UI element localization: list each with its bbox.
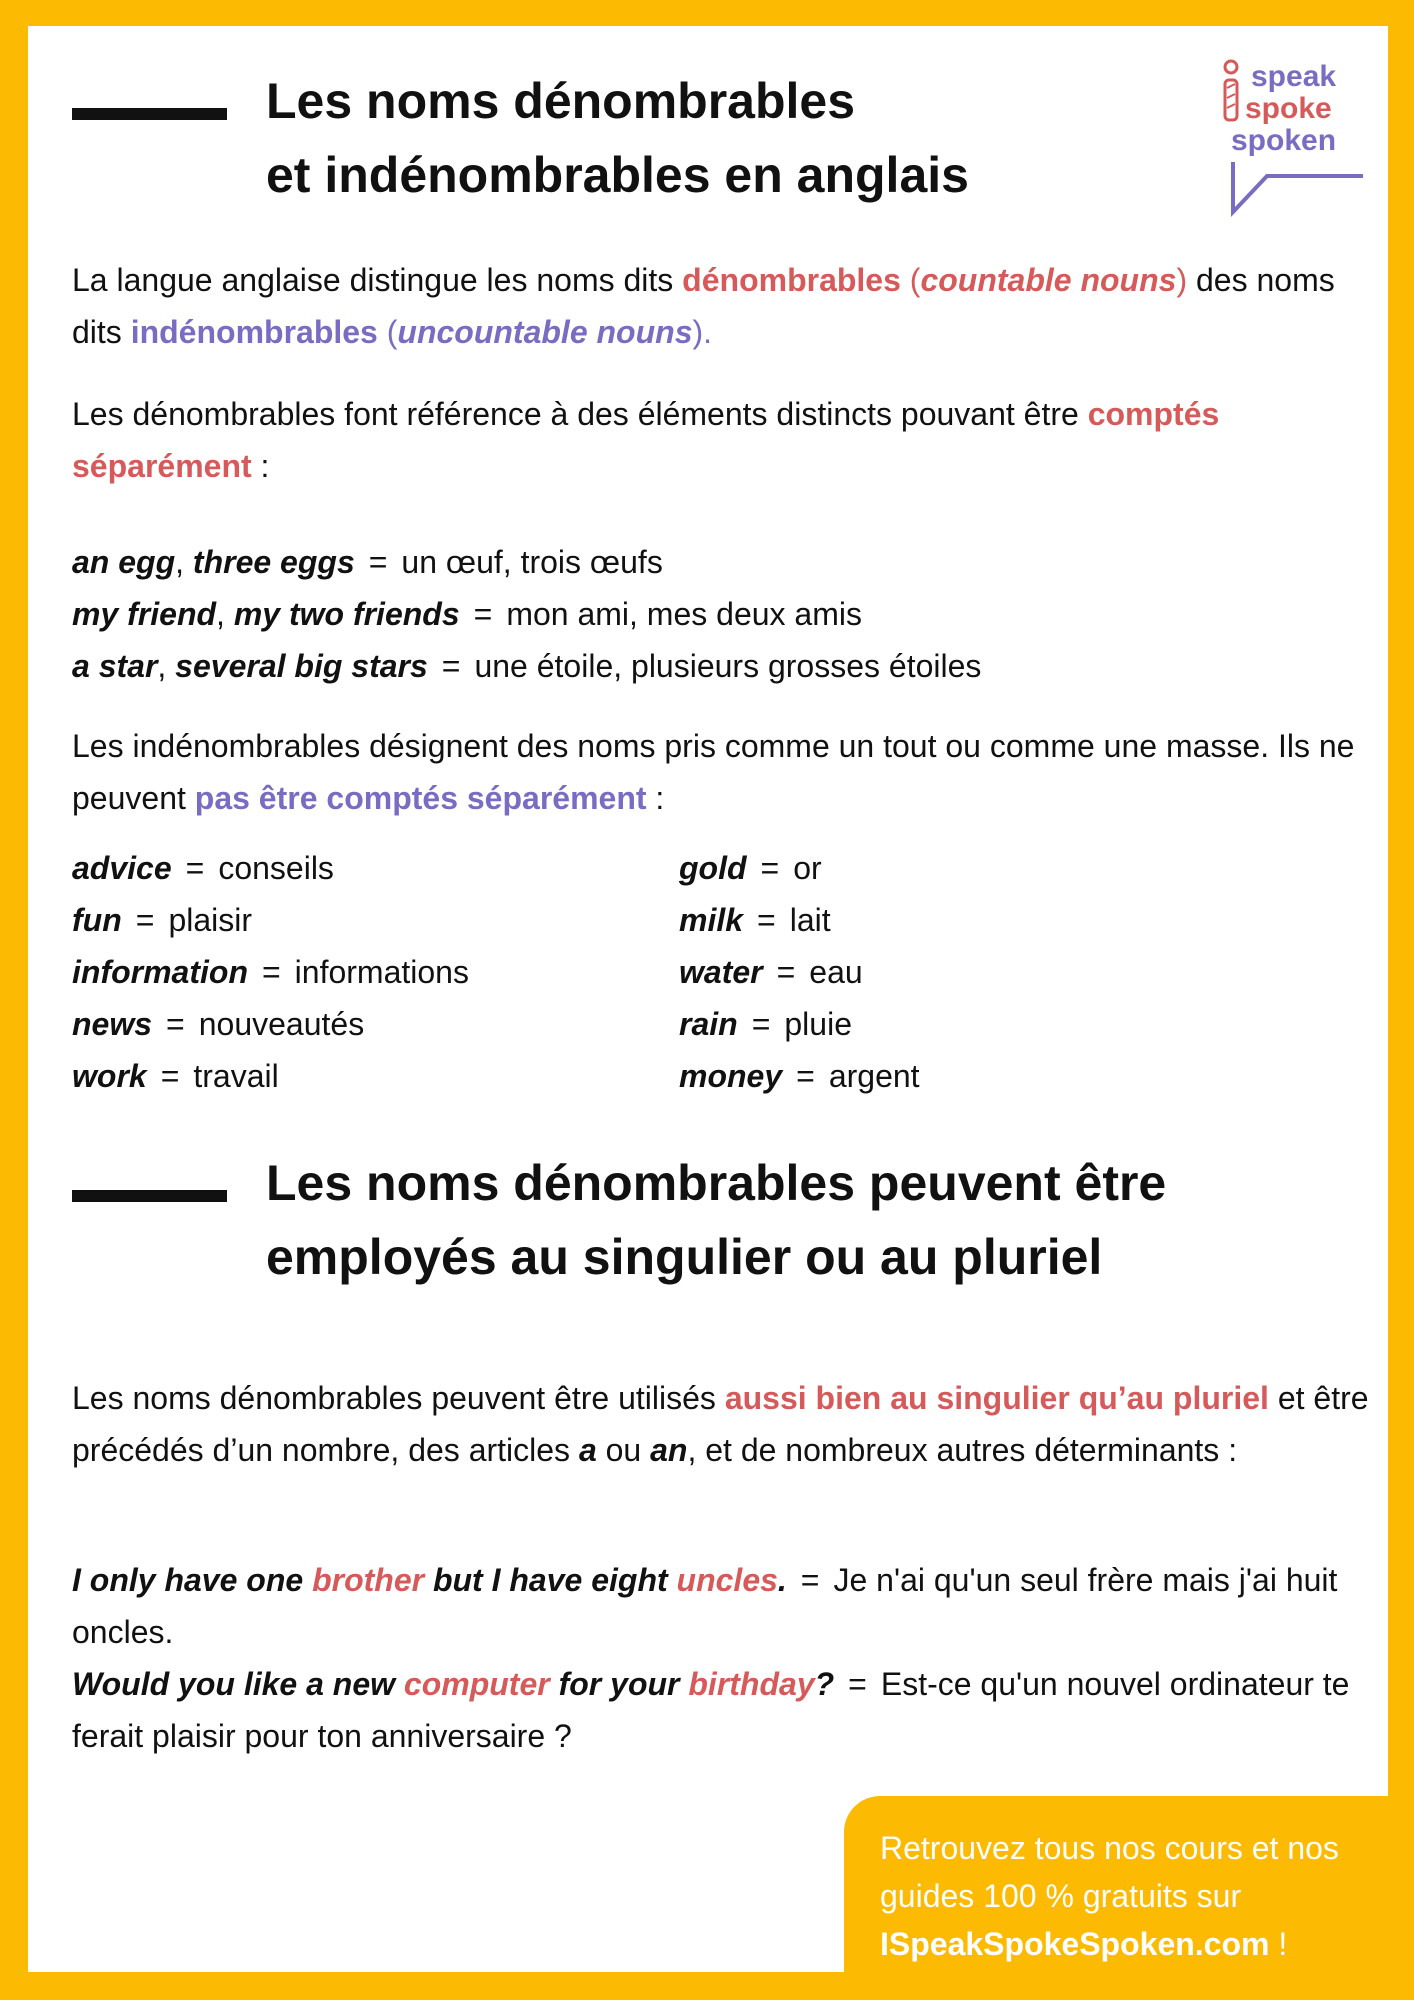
paren: ( (900, 262, 921, 298)
item-en: news (72, 1006, 153, 1042)
example-fr: Est-ce qu'un nouvel ordinateur te ferait plaisir pour ton anniversaire ? (72, 1666, 1350, 1754)
term-countable-fr: dénombrables (682, 262, 901, 298)
article-an: an (650, 1432, 688, 1468)
example-en: a star (72, 648, 158, 684)
section1-title-line2: et indénombrables en anglais (266, 147, 969, 203)
term-uncountable-en: uncountable nouns (397, 314, 693, 350)
logo-line-3: spoken (1231, 124, 1337, 157)
definition-text: Les indénombrables désignent des noms pris comme un tout ou comme une masse. Ils ne peuvent (72, 728, 1355, 816)
section2-title (266, 1146, 1166, 1294)
item-fr: nouveautés (198, 1006, 365, 1042)
example-fr: une étoile, plusieurs grosses étoiles (474, 648, 982, 684)
highlight-counted-separately: comptés séparément (72, 396, 1220, 484)
article-a: a (578, 1432, 597, 1468)
item-fr: pluie (784, 1006, 852, 1042)
section1-title-line1: Les noms dénombrables (266, 73, 856, 129)
example-en: my friend (72, 596, 217, 632)
uncountable-item (72, 1050, 469, 1102)
uncountable-list-right (679, 842, 920, 1102)
equals-sign: = (185, 850, 205, 886)
body-text: , et de nombreux autres déterminants : (687, 1432, 1238, 1468)
item-fr: informations (294, 954, 469, 990)
logo-line-1: speak (1251, 60, 1337, 93)
body-text: Les noms dénombrables peuvent être utilisés (72, 1380, 725, 1416)
example-fr: un œuf, trois œufs (401, 544, 663, 580)
example-en: several big stars (175, 648, 428, 684)
section2-title-line1: Les noms dénombrables peuvent être (266, 1155, 1167, 1211)
footer-callout (844, 1796, 1414, 2000)
definition-text: : (646, 780, 665, 816)
uncountable-item (679, 998, 920, 1050)
intro-text: . (703, 314, 713, 350)
equals-sign: = (751, 1006, 771, 1042)
item-en: work (72, 1058, 147, 1094)
equals-sign: = (848, 1666, 867, 1702)
paren: ) (1176, 262, 1188, 298)
logo-speech-tail (1233, 162, 1363, 212)
highlight-singular-plural: aussi bien au singulier qu’au pluriel (724, 1380, 1269, 1416)
uncountable-list-left (72, 842, 469, 1102)
example-en: my two friends (233, 596, 460, 632)
sentence-example-1 (72, 1554, 1372, 1658)
uncountable-item (679, 842, 920, 894)
intro-paragraph (72, 254, 1372, 358)
item-fr: or (793, 850, 822, 886)
example-highlight-word: uncles (676, 1562, 778, 1598)
equals-sign: = (441, 648, 461, 684)
brand-logo[interactable] (1223, 42, 1373, 222)
footer-text (880, 1824, 1400, 1968)
logo-graphic (1223, 42, 1373, 222)
item-en: gold (679, 850, 747, 886)
term-countable-en: countable nouns (920, 262, 1177, 298)
countable-example (72, 640, 981, 692)
equals-sign: = (473, 596, 493, 632)
example-en: I only have one (72, 1562, 313, 1598)
countable-example (72, 588, 862, 640)
uncountable-item (679, 894, 920, 946)
uncountable-item (72, 842, 469, 894)
example-en: an egg (72, 544, 176, 580)
example-en: for your (549, 1666, 689, 1702)
item-en: fun (72, 902, 122, 938)
term-uncountable-fr: indénombrables (130, 314, 378, 350)
example-en: Would you like a new (72, 1666, 404, 1702)
sentence-example-2 (72, 1658, 1372, 1762)
intro-text: La langue anglaise distingue les noms dits (72, 262, 683, 298)
countable-definition (72, 388, 1372, 492)
equals-sign: = (776, 954, 796, 990)
section1-title (266, 64, 969, 212)
example-highlight-word: birthday (688, 1666, 815, 1702)
example-en: three eggs (192, 544, 355, 580)
item-en: water (679, 954, 763, 990)
website-link[interactable]: ISpeakSpokeSpoken.com (880, 1926, 1270, 1962)
example-highlight-word: computer (403, 1666, 550, 1702)
example-sep: , (157, 648, 176, 684)
example-en: . (777, 1562, 787, 1598)
footer-end: ! (1269, 1926, 1288, 1962)
logo-line-2: spoke (1245, 92, 1332, 125)
uncountable-item (679, 1050, 920, 1102)
equals-sign: = (368, 544, 388, 580)
highlight-not-counted: pas être comptés séparément (194, 780, 647, 816)
equals-sign: = (760, 850, 780, 886)
item-en: advice (72, 850, 172, 886)
equals-sign: = (160, 1058, 180, 1094)
footer-line: Retrouvez tous nos cours et nos guides 100 % gratuits sur (880, 1830, 1339, 1914)
equals-sign: = (796, 1058, 815, 1094)
page-sheet (28, 26, 1388, 1972)
example-fr: mon ami, mes deux amis (506, 596, 862, 632)
example-highlight-word: brother (312, 1562, 425, 1598)
paren: ) (692, 314, 704, 350)
body-text: ou (596, 1432, 651, 1468)
item-fr: conseils (218, 850, 334, 886)
heading-bar (72, 108, 227, 120)
body-text: et être précédés d’un nombre, des articles (72, 1380, 1369, 1468)
item-fr: eau (809, 954, 863, 990)
item-en: rain (679, 1006, 738, 1042)
item-fr: argent (828, 1058, 920, 1094)
equals-sign: = (757, 902, 776, 938)
section2-paragraph (72, 1372, 1372, 1476)
heading-bar (72, 1190, 227, 1202)
equals-sign: = (261, 954, 281, 990)
section2-title-line2: employés au singulier ou au pluriel (266, 1229, 1103, 1285)
item-en: information (72, 954, 248, 990)
item-fr: plaisir (168, 902, 253, 938)
item-fr: travail (193, 1058, 279, 1094)
item-en: money (679, 1058, 783, 1094)
definition-text: Les dénombrables font référence à des éléments distincts pouvant être (72, 396, 1088, 432)
paren: ( (377, 314, 398, 350)
uncountable-item (72, 946, 469, 998)
example-sep: , (216, 596, 234, 632)
equals-sign: = (166, 1006, 185, 1042)
example-en: but I have eight (424, 1562, 677, 1598)
equals-sign: = (800, 1562, 820, 1598)
example-en: ? (814, 1666, 835, 1702)
uncountable-item (72, 894, 469, 946)
uncountable-definition (72, 720, 1372, 824)
uncountable-item (72, 998, 469, 1050)
item-en: milk (679, 902, 744, 938)
uncountable-item (679, 946, 920, 998)
example-fr: Je n'ai qu'un seul frère mais j'ai huit oncles. (72, 1562, 1338, 1650)
logo-i-dot (1225, 61, 1237, 73)
equals-sign: = (135, 902, 155, 938)
item-fr: lait (789, 902, 831, 938)
example-sep: , (175, 544, 193, 580)
intro-text: des noms dits (72, 262, 1335, 350)
countable-example (72, 536, 663, 588)
definition-text: : (251, 448, 270, 484)
